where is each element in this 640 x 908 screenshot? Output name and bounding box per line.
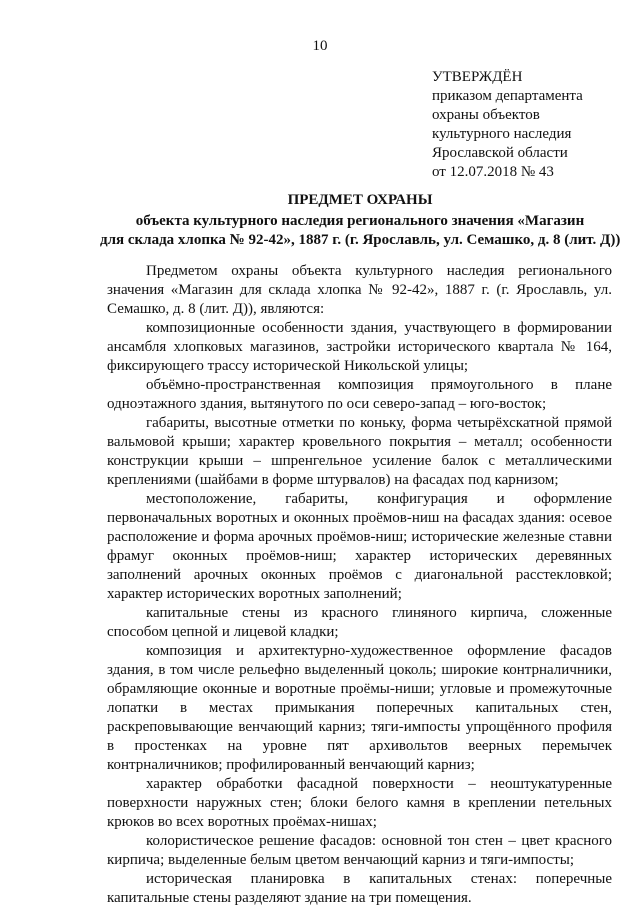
body-paragraph: местоположение, габариты, конфигурация и оформление первоначальных воротных и оконных проёмов-ниш на фасадах здания: осевое расположение и форма арочных проёмов-ниш; исторические железные ставни фрамуг оконных проёмов-ниш; характер исторических деревянных заполнений арочных оконных проёмов с диагональной расстекловкой; характер исторических воротных заполнений; [107, 491, 612, 602]
body-paragraph: характер обработки фасадной поверхности – неоштукатуренные поверхности наружных стен; блоки белого камня в креплении петельных крюков во всех воротных проёмах-нишах; [107, 776, 612, 830]
body-paragraph: капитальные стены из красного глиняного кирпича, сложенные способом цепной и лицевой кладки; [107, 605, 612, 640]
approval-line: УТВЕРЖДЁН [432, 69, 523, 85]
body-paragraph: историческая планировка в капитальных стенах: поперечные капитальные стены разделяют здание на три помещения. [107, 871, 612, 906]
heading-subtitle-line: объекта культурного наследия регионального значения «Магазин [135, 213, 585, 229]
page-number: 10 [312, 38, 328, 54]
body-paragraph: композиция и архитектурно-художественное оформление фасадов здания, в том числе рельефно выделенный цоколь; широкие контрналичники, обрамляющие оконные и воротные проёмы-ниши; угловые и промежуточные лопатки в местах примыкания поперечных капитальных стен, раскреповывающие венчающий карниз; тяги-импосты упрощённого профиля в простенках на уровне пят архивольтов веерных перемычек контрналичников; профилированный венчающий карниз; [107, 643, 612, 773]
approval-line: охраны объектов [432, 107, 540, 123]
approval-line: Ярославской области [432, 145, 568, 161]
body-paragraph: Предметом охраны объекта культурного наследия регионального значения «Магазин для склада хлопка № 92-42», 1887 г. (г. Ярославль, ул. Семашко, д. 8 (лит. Д)), являются: [107, 263, 612, 317]
heading-subtitle-line: для склада хлопка № 92-42», 1887 г. (г. Ярославль, ул. Семашко, д. 8 (лит. Д)) [100, 232, 621, 248]
body-paragraph: композиционные особенности здания, участвующего в формировании ансамбля хлопковых магазинов, застройки исторического квартала № 164, фиксирующего трассу исторической Никольской улицы; [107, 320, 612, 374]
document-body [107, 262, 612, 908]
approval-line: от 12.07.2018 № 43 [432, 164, 554, 180]
body-paragraph: габариты, высотные отметки по коньку, форма четырёхскатной прямой вальмовой крыши; характер кровельного покрытия – металл; особенности конструкции крыши – шпренгельное усиление балок с металлическими креплениями (шайбами в форме штурвалов) на фасадах под карнизом; [107, 415, 612, 488]
approval-line: культурного наследия [432, 126, 572, 142]
approval-line: приказом департамента [432, 88, 583, 104]
body-paragraph: колористическое решение фасадов: основной тон стен – цвет красного кирпича; выделенные белым цветом венчающий карниз и тяги-импосты; [107, 833, 612, 868]
heading-title: ПРЕДМЕТ ОХРАНЫ [287, 192, 433, 208]
body-paragraph: объёмно-пространственная композиция прямоугольного в плане одноэтажного здания, вытянутого по оси северо-запад – юго-восток; [107, 377, 612, 412]
document-heading [100, 191, 620, 250]
approval-block [432, 68, 632, 182]
